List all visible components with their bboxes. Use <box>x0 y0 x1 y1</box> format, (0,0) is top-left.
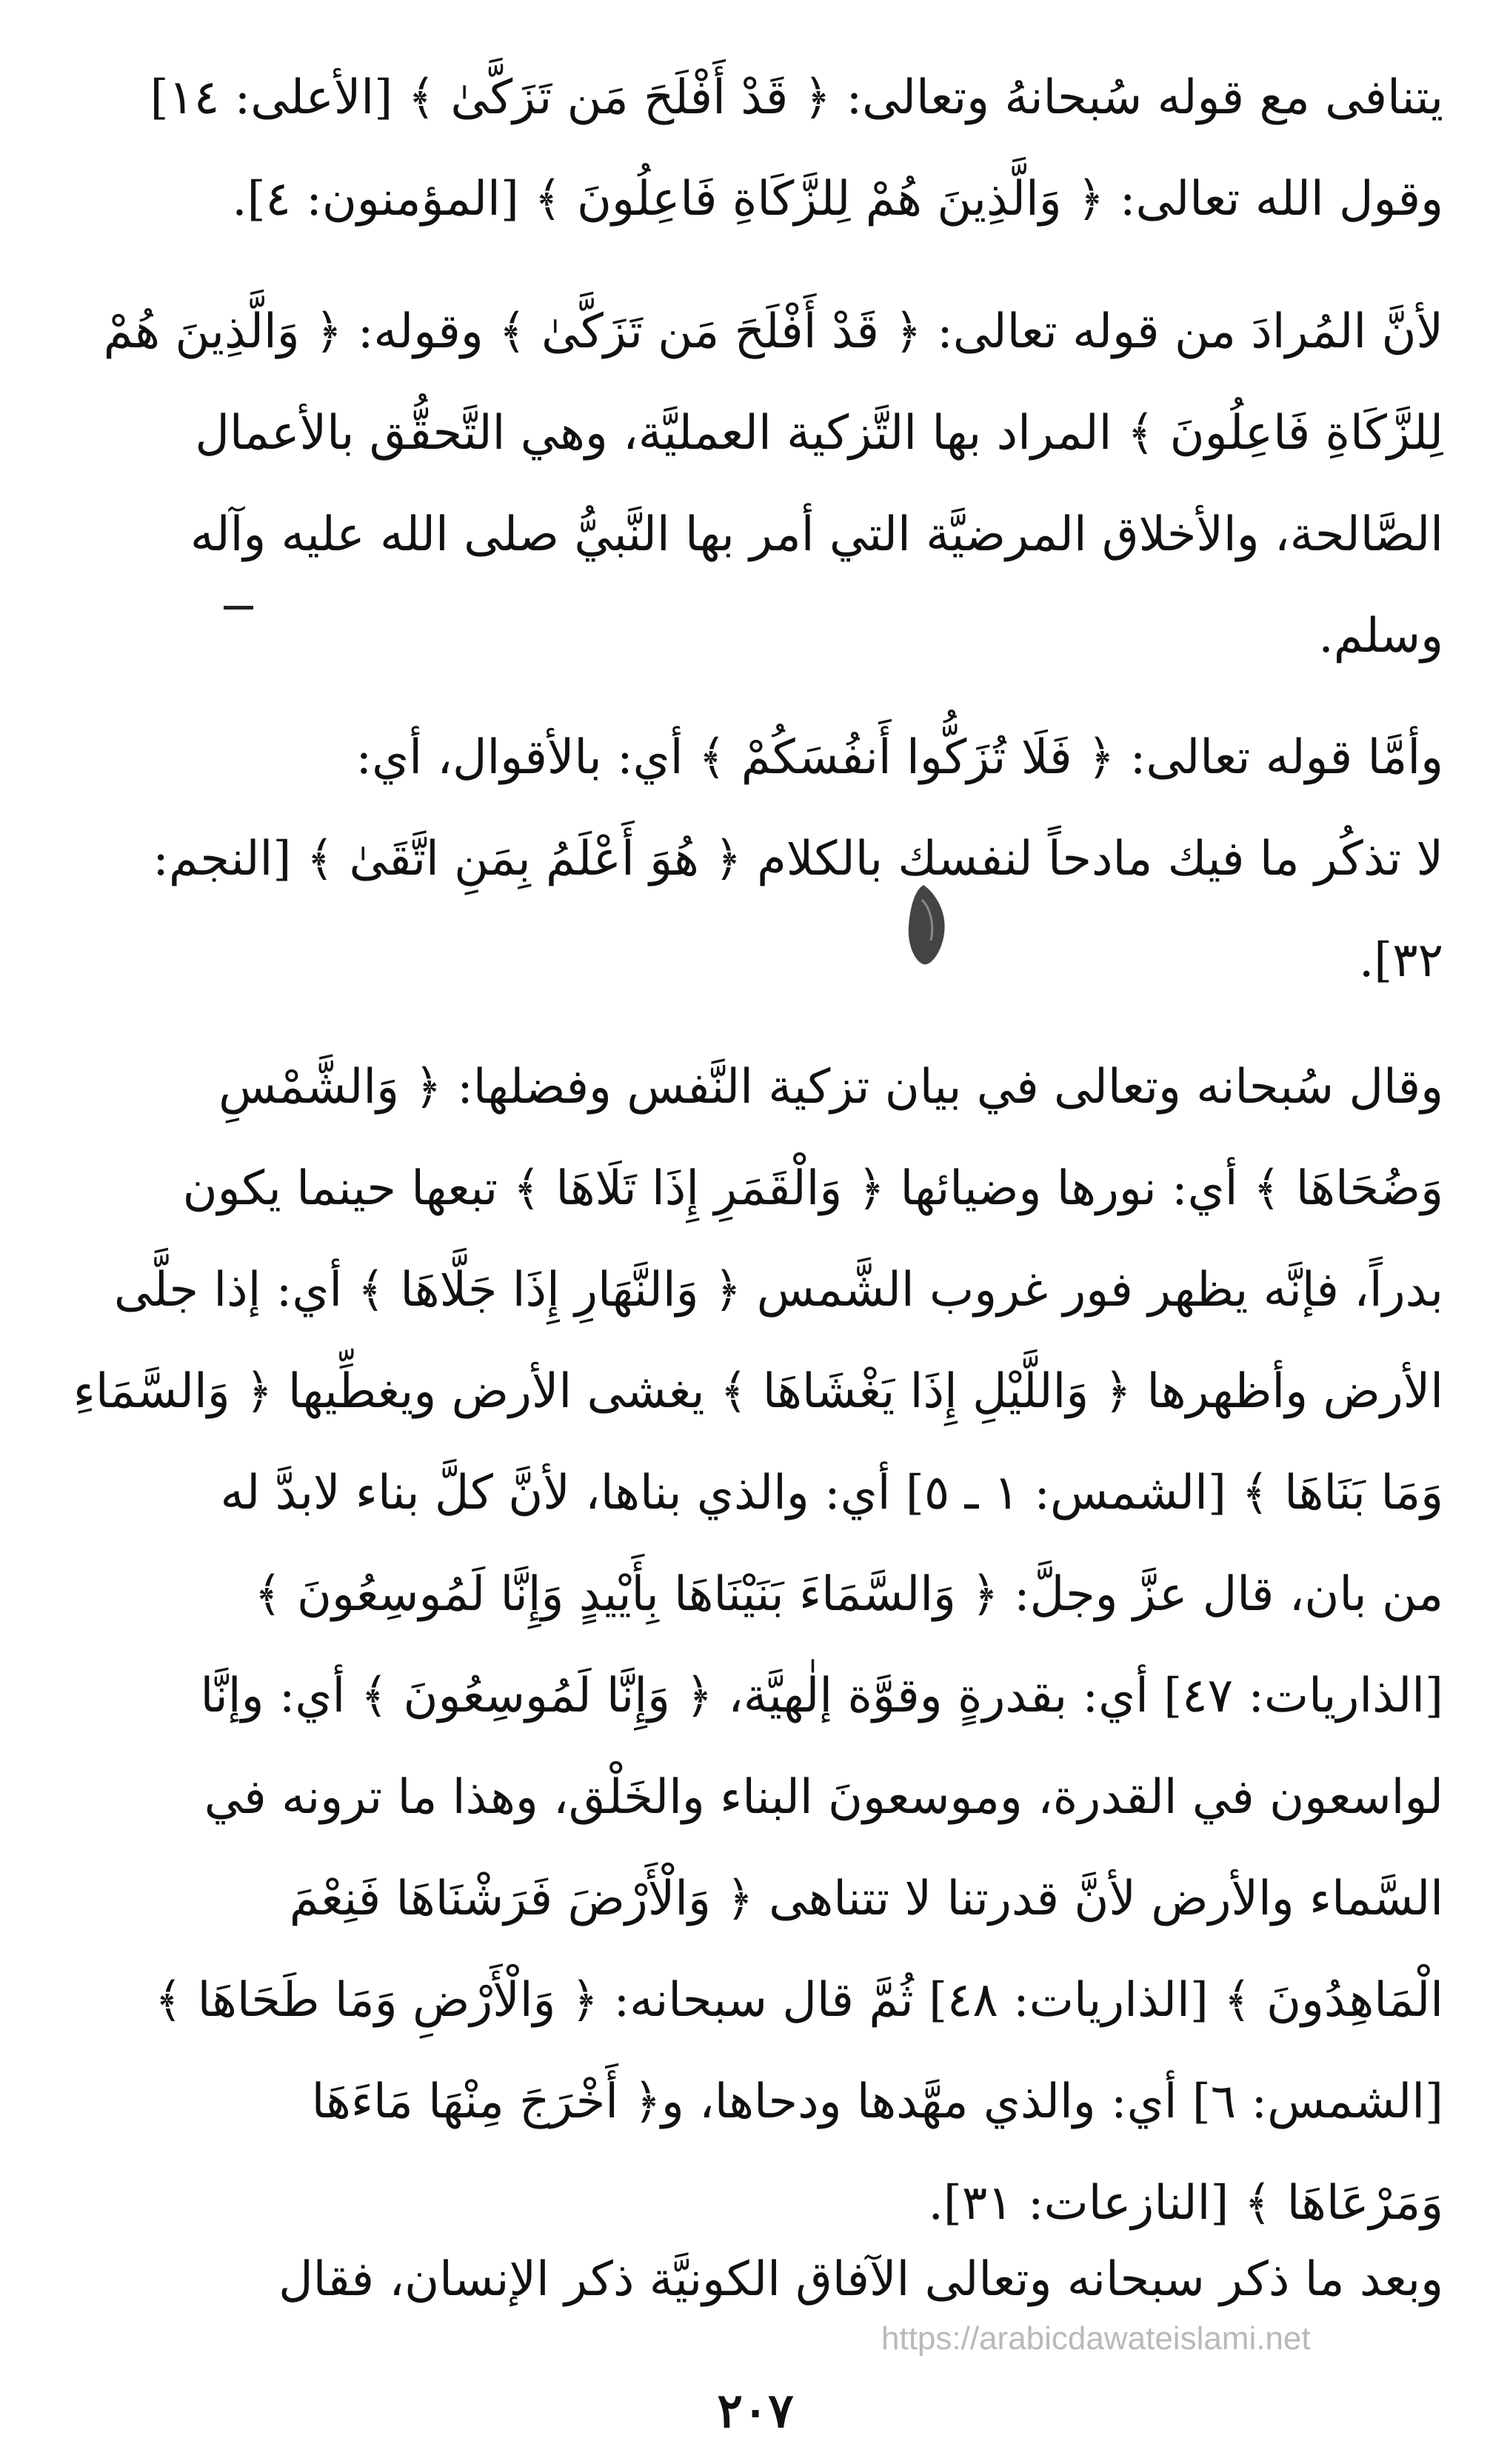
stray-ink-mark <box>224 606 253 610</box>
text-line: وبعد ما ذكر سبحانه وتعالى الآفاق الكونيَّة ذكر الإنسان، فقال <box>278 2252 1443 2307</box>
text-line: يتنافى مع قوله سُبحانهُ وتعالى: ﴿ قَدْ أَفْلَحَ مَن تَزَكَّىٰ ﴾ [الأعلى: ١٤] <box>150 70 1443 125</box>
text-line: وقال سُبحانه وتعالى في بيان تزكية النَّفس وفضلها: ﴿ وَالشَّمْسِ <box>218 1060 1443 1115</box>
text-line: لواسعون في القدرة، وموسعونَ البناء والخَلْق، وهذا ما ترونه في <box>204 1770 1443 1825</box>
text-line: وقول الله تعالى: ﴿ وَالَّذِينَ هُمْ لِلزَّكَاةِ فَاعِلُونَ ﴾ [المؤمنون: ٤]. <box>232 172 1443 227</box>
text-line: الصَّالحة، والأخلاق المرضيَّة التي أمر بها النَّبيُّ صلى الله عليه وآله <box>190 507 1443 562</box>
text-line: [الشمس: ٦] أي: والذي مهَّدها ودحاها، و﴿ أَخْرَجَ مِنْهَا مَاءَهَا <box>311 2074 1443 2129</box>
text-line: لِلزَّكَاةِ فَاعِلُونَ ﴾ المراد بها التَّزكية العمليَّة، وهي التَّحقُّق بالأعمال <box>195 406 1443 461</box>
text-line: من بان، قال عزَّ وجلَّ: ﴿ وَالسَّمَاءَ بَنَيْنَاهَا بِأَيْيدٍ وَإِنَّا لَمُوسِعُونَ ﴾ <box>254 1567 1443 1622</box>
paragraph-3 <box>59 707 1443 1012</box>
text-line: وَمَا بَنَاهَا ﴾ [الشمس: ١ ـ ٥] أي: والذي بناها، لأنَّ كلَّ بناء لابدَّ له <box>220 1466 1443 1520</box>
text-line: السَّماء والأرض لأنَّ قدرتنا لا تتناهى ﴿ وَالْأَرْضَ فَرَشْنَاهَا فَنِعْمَ <box>289 1872 1443 1926</box>
paragraph-1 <box>59 47 1443 250</box>
text-line: [الذاريات: ٤٧] أي: بقدرةٍ وقوَّة إلٰهيَّة، ﴿ وَإِنَّا لَمُوسِعُونَ ﴾ أي: وإنَّا <box>200 1669 1443 1723</box>
text-line: وأمَّا قوله تعالى: ﴿ فَلَا تُزَكُّوا أَنفُسَكُمْ ﴾ أي: بالأقوال، أي: <box>355 730 1443 785</box>
ink-blot-icon <box>901 881 953 970</box>
text-line: وَمَرْعَاهَا ﴾ [النازعات: ٣١]. <box>928 2176 1443 2231</box>
text-line: الأرض وأظهرها ﴿ وَاللَّيْلِ إِذَا يَغْشَاهَا ﴾ يغشى الأرض ويغطِّيها ﴿ وَالسَّمَاءِ <box>73 1364 1443 1419</box>
text-line: وسلم. <box>1318 609 1443 664</box>
paragraph-2 <box>59 281 1443 687</box>
text-line: بدراً، فإنَّه يظهر فور غروب الشَّمس ﴿ وَالنَّهَارِ إِذَا جَلَّاهَا ﴾ أي: إذا جلَّى <box>113 1263 1443 1318</box>
text-line: لأنَّ المُرادَ من قوله تعالى: ﴿ قَدْ أَفْلَحَ مَن تَزَكَّىٰ ﴾ وقوله: ﴿ وَالَّذِينَ هُمْ <box>103 304 1443 359</box>
page-number: ٢٠٧ <box>717 2383 794 2439</box>
text-line: الْمَاهِدُونَ ﴾ [الذاريات: ٤٨] ثُمَّ قال سبحانه: ﴿ وَالْأَرْضِ وَمَا طَحَاهَا ﴾ <box>154 1973 1443 2028</box>
watermark-url: https://arabicdawateislami.net <box>881 2320 1311 2357</box>
paragraph-5 <box>59 2229 1443 2331</box>
text-line: ٣٢]. <box>1358 933 1443 988</box>
text-line: وَضُحَاهَا ﴾ أي: نورها وضيائها ﴿ وَالْقَمَرِ إِذَا تَلَاهَا ﴾ تبعها حينما يكون <box>182 1161 1443 1216</box>
text-line: لا تذكُر ما فيك مادحاً لنفسك بالكلام ﴿ هُوَ أَعْلَمُ بِمَنِ اتَّقَىٰ ﴾ [النجم: <box>153 832 1443 887</box>
paragraph-4 <box>59 1037 1443 2254</box>
